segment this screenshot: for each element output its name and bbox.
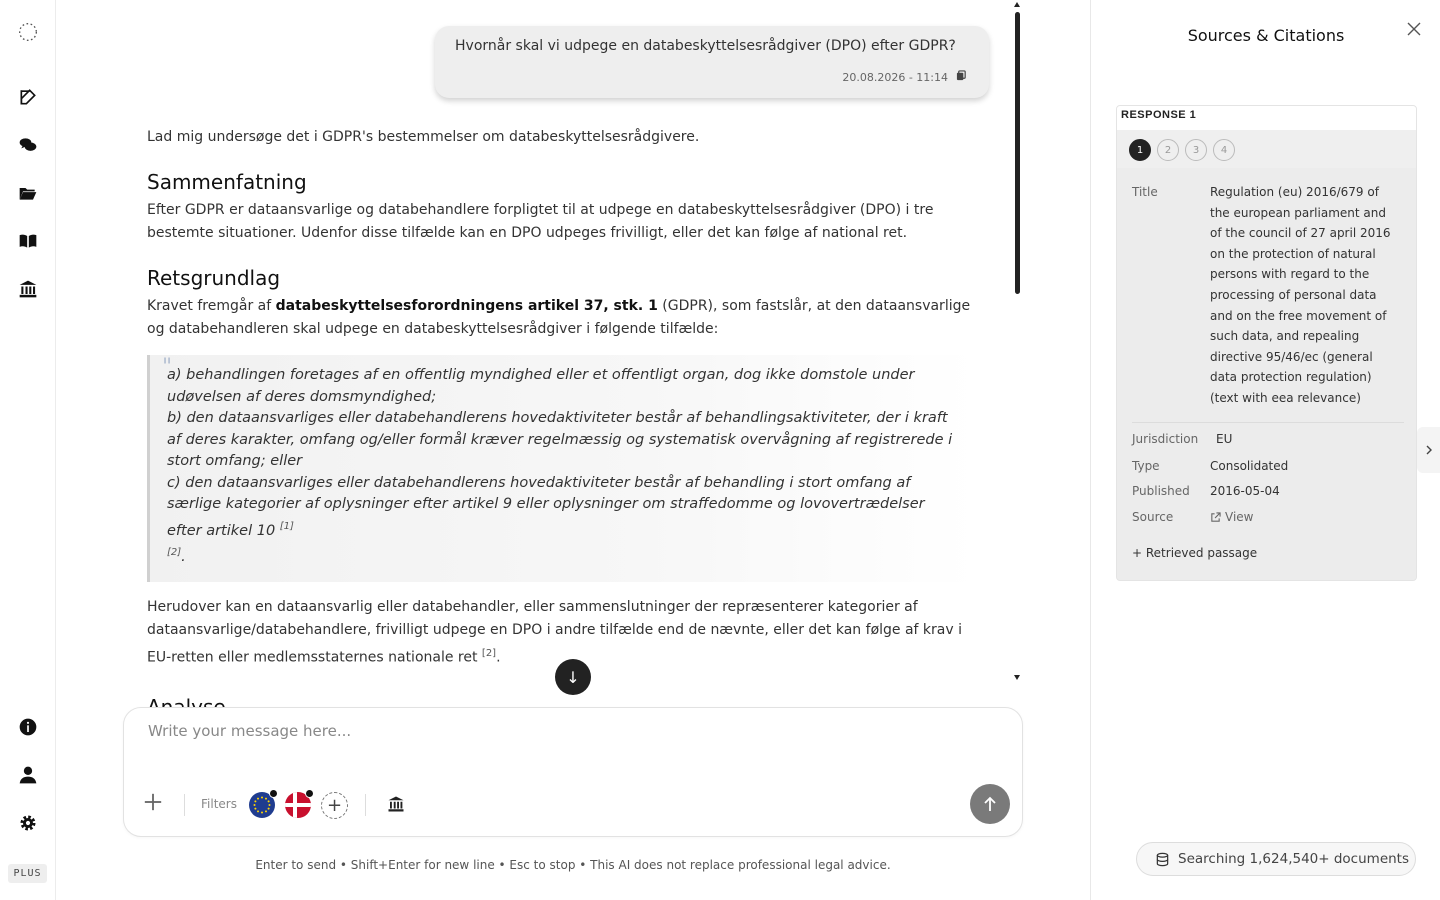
- user-message: [435, 26, 989, 98]
- type-value: Consolidated: [1210, 459, 1289, 473]
- additional-end: .: [496, 649, 501, 666]
- new-chat-icon[interactable]: [16, 85, 40, 109]
- quote-item-c: [167, 473, 961, 542]
- quote-item-a: a) behandlingen foretages af en offentlig myndighed eller et offentligt organ, dog ikke domstole under udøvelsen af deres domsmyndighed;: [167, 367, 915, 405]
- eu-flag-filter[interactable]: [249, 792, 275, 818]
- citation-2-additional[interactable]: [2]: [481, 648, 497, 660]
- info-icon[interactable]: [16, 715, 40, 739]
- composer-divider-2: [365, 794, 366, 816]
- chat-scrollbar[interactable]: [1015, 12, 1020, 294]
- send-button[interactable]: [970, 784, 1010, 824]
- response-label: RESPONSE 1: [1117, 106, 1416, 130]
- close-icon[interactable]: [1405, 20, 1423, 38]
- court-icon[interactable]: [16, 277, 40, 301]
- scroll-up-arrow-icon[interactable]: [1014, 2, 1020, 7]
- dk-filter-selected-dot: [305, 789, 314, 798]
- add-attachment-button[interactable]: [142, 792, 164, 814]
- response-card: [1116, 105, 1417, 581]
- assistant-answer: [147, 126, 987, 724]
- settings-icon[interactable]: [16, 811, 40, 835]
- search-status-text: Searching 1,624,540+ documents: [1178, 851, 1410, 867]
- message-composer: [123, 707, 1023, 837]
- legal-article-reference: databeskyttelsesforordningens artikel 37, stk. 1: [275, 298, 658, 314]
- database-icon: [1155, 852, 1170, 867]
- library-icon[interactable]: [16, 229, 40, 253]
- citation-1[interactable]: [1]: [279, 520, 294, 532]
- retrieved-passage-toggle[interactable]: + Retrieved passage: [1132, 546, 1258, 560]
- expand-panel-tab[interactable]: [1417, 427, 1440, 473]
- quote-tail: [167, 542, 961, 568]
- sources-panel-title: Sources & Citations: [1187, 26, 1345, 45]
- sources-panel: [1090, 0, 1440, 900]
- chats-icon[interactable]: [16, 133, 40, 157]
- source-page-4[interactable]: 4: [1213, 139, 1235, 161]
- legal-basis-paragraph: [147, 295, 987, 341]
- external-link-icon: [1210, 512, 1221, 523]
- published-value: 2016-05-04: [1210, 484, 1280, 498]
- user-message-text: Hvornår skal vi udpege en databeskyttelsesrådgiver (DPO) efter GDPR?: [455, 38, 956, 54]
- scroll-down-arrow-icon[interactable]: [1014, 675, 1020, 680]
- arrow-down-icon: ↓: [566, 667, 580, 687]
- type-label: Type: [1132, 459, 1160, 473]
- additional-text: Herudover kan en dataansvarlig eller databehandler, eller sammenslutninger der repræsenterer kategorier af dataansvarlige/databehandlere, frivilligt udpege en DPO i andre tilfælde end de nævnte, eller det kan følge af krav i EU-retten eller medlemsstaternes nationale ret: [147, 599, 962, 666]
- source-page-3[interactable]: 3: [1185, 139, 1207, 161]
- user-icon[interactable]: [16, 763, 40, 787]
- source-page-1[interactable]: 1: [1129, 139, 1151, 161]
- message-input[interactable]: [148, 722, 968, 762]
- message-timestamp: 20.08.2026 - 11:14: [842, 70, 948, 84]
- add-jurisdiction-filter-button[interactable]: +: [321, 792, 348, 819]
- source-pagination: [1129, 139, 1235, 161]
- legal-post-text: (GDPR), som fastslår, at den dataansvarlige og databehandleren skal udpege en databeskyttelsesrådgiver i følgende tilfælde:: [147, 298, 971, 337]
- jurisdiction-label: Jurisdiction: [1132, 432, 1199, 446]
- dk-flag-filter[interactable]: [285, 792, 311, 818]
- heading-legal-basis: Retsgrundlag: [147, 266, 281, 290]
- scroll-to-bottom-button[interactable]: [555, 659, 591, 695]
- law-quote-block: [147, 355, 977, 582]
- left-sidebar: [0, 0, 56, 900]
- quote-item-b: b) den dataansvarliges eller databehandlerens hovedaktiviteter består af behandlingsaktiviteter, der i kraft af deres karakter, omfang og/eller formål kræver regelmæssig og systematisk overvågning af registrerede i stort omfang; eller: [167, 410, 953, 469]
- arrow-up-icon: [982, 796, 998, 812]
- copy-icon[interactable]: [956, 70, 967, 84]
- published-label: Published: [1132, 484, 1190, 498]
- quote-end: .: [181, 548, 186, 565]
- answer-intro: Lad mig undersøge det i GDPR's bestemmelser om databeskyttelsesrådgivere.: [147, 129, 700, 145]
- composer-hint: Enter to send • Shift+Enter for new line • Esc to stop • This AI does not replace professional legal advice.: [255, 858, 891, 872]
- search-status-pill: [1136, 842, 1416, 876]
- source-view-text: View: [1225, 510, 1254, 524]
- legal-pre-text: Kravet fremgår af: [147, 298, 276, 314]
- source-label: Source: [1132, 510, 1174, 524]
- source-link[interactable]: [1210, 507, 1253, 528]
- chat-area: [56, 0, 1090, 900]
- plan-badge: PLUS: [8, 864, 47, 883]
- quote-mark-icon: ": [162, 355, 173, 380]
- jurisdiction-value: EU: [1216, 432, 1233, 446]
- chevron-right-icon: [1424, 445, 1434, 455]
- filters-label: Filters: [201, 797, 237, 811]
- heading-summary: Sammenfatning: [147, 170, 307, 194]
- court-filter-icon[interactable]: [387, 795, 405, 813]
- folder-icon[interactable]: [16, 181, 40, 205]
- title-label: Title: [1132, 185, 1158, 199]
- loading-spinner-icon: [16, 20, 40, 44]
- title-value: Regulation (eu) 2016/679 of the european parliament and of the council of 27 april 2016 on the protection of natural persons with regard to the processing of personal data and on the free movement of such data, and repealing directive 95/46/ec (general data protection regulation) (text with eea relevance): [1210, 185, 1391, 405]
- composer-divider: [184, 794, 185, 816]
- answer-summary: Efter GDPR er dataansvarlige og databehandlere forpligtet til at udpege en databeskyttelsesrådgiver (DPO) i tre bestemte situationer. Udenfor disse tilfælde kan en DPO udpeges frivilligt, eller det kan følge af national ret.: [147, 202, 934, 241]
- metadata-divider: [1132, 422, 1404, 423]
- quote-item-c-text: c) den dataansvarliges eller databehandlerens hovedaktiviteter består af behandling i stort omfang af særlige kategorier af oplysninger efter artikel 9 eller oplysninger om straffedomme og lovovertrædelser efter artikel 10: [167, 474, 925, 539]
- source-metadata: [1117, 168, 1417, 581]
- citation-2[interactable]: [2]: [167, 546, 182, 558]
- eu-filter-selected-dot: [269, 789, 278, 798]
- message-meta: [842, 70, 967, 84]
- source-page-2[interactable]: 2: [1157, 139, 1179, 161]
